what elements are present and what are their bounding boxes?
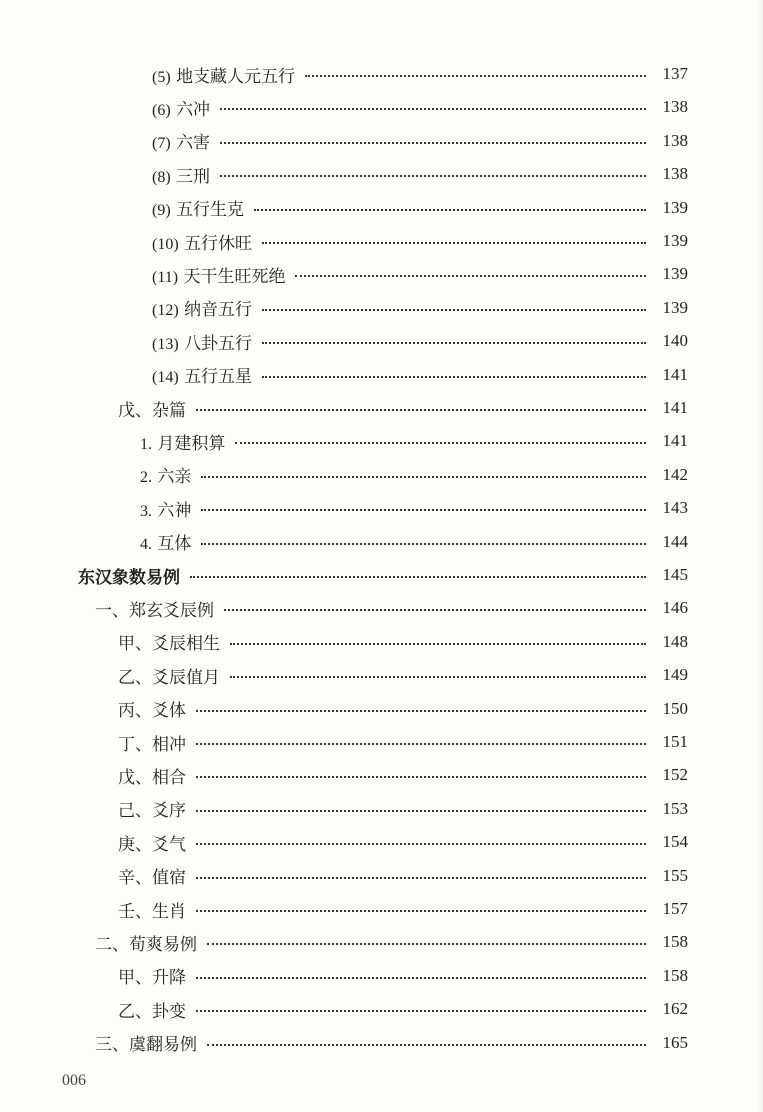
toc-entry-page: 157 (662, 899, 688, 918)
toc-entry-page: 148 (662, 631, 688, 651)
toc-entry (118, 660, 688, 690)
toc-entry-number: 1. (140, 435, 152, 453)
dot-leader (196, 910, 646, 912)
toc-entry-page: 140 (662, 331, 688, 351)
toc-entry-label: 五行生克 (176, 200, 245, 221)
toc-entry (152, 193, 688, 223)
toc-entry-page: 153 (662, 798, 688, 818)
toc-entry (118, 827, 688, 857)
toc-entry (152, 226, 688, 256)
toc-entry-page: 139 (662, 297, 688, 317)
dot-leader (305, 75, 646, 77)
dot-leader (207, 943, 646, 945)
dot-leader (262, 242, 646, 244)
toc-entry-page: 162 (662, 999, 688, 1019)
toc-entry-label: 甲、爻辰相生 (118, 634, 220, 655)
toc-entry-title (140, 529, 191, 554)
toc-entry (152, 293, 688, 323)
toc-entry-label: 一、郑玄爻辰例 (95, 600, 214, 621)
dot-leader (201, 543, 646, 545)
toc-entry-number: 2. (140, 469, 152, 487)
toc-entry-title (152, 262, 285, 287)
toc-entry-title (140, 496, 191, 521)
toc-entry (95, 1028, 688, 1058)
toc-entry-number: 4. (140, 536, 152, 554)
toc-entry-label: 五行五星 (184, 367, 253, 388)
toc-entry-label: 月建积算 (157, 433, 226, 454)
dot-leader (262, 376, 646, 378)
toc-entry-page: 158 (662, 932, 688, 952)
dot-leader (201, 476, 646, 478)
toc-entry-title (152, 362, 252, 387)
dot-leader (196, 776, 646, 778)
dot-leader (254, 209, 646, 211)
toc-entry-label: 己、爻序 (118, 801, 186, 822)
toc-entry-page: 139 (662, 231, 688, 250)
toc-entry (140, 493, 688, 523)
dot-leader (196, 743, 646, 745)
dot-leader (262, 309, 646, 311)
toc-entry-page: 155 (662, 865, 688, 885)
toc-entry-title (118, 963, 186, 988)
toc-entry-label: 庚、爻气 (118, 834, 186, 855)
toc-entry-title (118, 629, 220, 654)
toc-entry (152, 360, 688, 390)
toc-entry-page: 152 (662, 765, 688, 785)
toc-entry-title (118, 763, 186, 788)
toc-entry-label: 戊、杂篇 (118, 400, 186, 421)
toc-entry-title (118, 997, 186, 1022)
toc-entry (152, 326, 688, 356)
toc-entry-title (95, 596, 214, 621)
toc-entry-title (140, 429, 225, 454)
toc-entry-label: 地支藏人元五行 (176, 66, 296, 87)
toc-entry-label: 六害 (176, 133, 211, 154)
dot-leader (230, 643, 646, 645)
toc-entry-label: 五行休旺 (184, 233, 253, 254)
toc-entry (118, 894, 688, 924)
toc-entry (152, 59, 688, 89)
toc-entry-label: 纳音五行 (184, 300, 253, 321)
toc-entry-title (78, 563, 180, 588)
toc-entry-title (118, 396, 186, 421)
toc-entry (118, 760, 688, 790)
toc-entry-page: 144 (662, 531, 688, 551)
dot-leader (220, 175, 646, 177)
dot-leader (196, 409, 646, 411)
toc-entry-number: (5) (152, 68, 171, 86)
toc-entry-page: 137 (662, 64, 688, 83)
toc-entry-page: 141 (662, 398, 688, 417)
toc-entry-title (118, 863, 186, 888)
toc-entry-page: 145 (662, 565, 688, 584)
toc-entry-label: 互体 (157, 534, 192, 555)
toc-entry-number: (12) (152, 302, 179, 320)
toc-entry-title (152, 95, 210, 120)
dot-leader (196, 977, 646, 979)
toc-entry-title (118, 663, 220, 688)
toc-entry-label: 六神 (157, 500, 192, 521)
toc-entry-number: (6) (152, 101, 171, 119)
toc-entry-label: 甲、升降 (118, 968, 186, 989)
toc-entry (118, 393, 688, 423)
toc-entry-label: 天干生旺死绝 (183, 266, 286, 287)
toc-entry-label: 三刑 (176, 166, 211, 187)
toc-entry-page: 146 (662, 598, 688, 618)
toc-entry-page: 141 (662, 364, 688, 384)
toc-entry (95, 927, 688, 957)
dot-leader (224, 609, 646, 611)
toc-entry-title (118, 830, 186, 855)
dot-leader (190, 576, 646, 578)
dot-leader (262, 342, 646, 344)
dot-leader (196, 843, 646, 845)
toc-entry-page: 149 (662, 665, 688, 685)
toc-entry (152, 159, 688, 189)
dot-leader (196, 877, 646, 879)
dot-leader (196, 710, 646, 712)
toc-entry-title (152, 62, 295, 87)
toc-entry-number: (14) (152, 369, 179, 387)
toc-entry-number: 3. (140, 502, 152, 520)
toc-entry (78, 560, 688, 590)
toc-entry-number: (13) (152, 335, 179, 353)
toc-entry-title (118, 897, 186, 922)
toc-entry-title (152, 195, 244, 220)
toc-entry (118, 627, 688, 657)
toc-entry-page: 139 (662, 264, 688, 284)
toc-entry-page: 154 (662, 832, 688, 852)
toc-entry-page: 143 (662, 498, 688, 518)
page-edge-shadow (757, 0, 763, 1112)
toc-entry (140, 426, 688, 456)
toc-entry-number: (11) (152, 268, 179, 286)
toc-entry-title (152, 295, 252, 320)
toc-entry-page: 150 (662, 698, 688, 718)
toc-entry (152, 126, 688, 156)
toc-entry (118, 994, 688, 1024)
toc-entry-page: 158 (662, 965, 688, 985)
toc-entry-title (152, 128, 210, 153)
dot-leader (207, 1044, 646, 1046)
toc-entry (118, 727, 688, 757)
dot-leader (235, 442, 646, 444)
toc-entry-title (118, 696, 186, 721)
toc-entry-label: 六冲 (176, 99, 211, 120)
page-folio: 006 (62, 1072, 86, 1089)
toc-entry-label: 戊、相合 (118, 767, 186, 788)
toc-entry-label: 乙、卦变 (118, 1001, 186, 1022)
toc-entry-label: 二、荀爽易例 (95, 934, 197, 955)
dot-leader (220, 108, 646, 110)
toc-entry-title (140, 462, 191, 487)
toc-entry-page: 138 (662, 130, 688, 150)
dot-leader (220, 142, 646, 144)
toc-entry (152, 259, 688, 289)
toc-entry-number: (8) (152, 168, 171, 186)
toc-entry-title (152, 329, 252, 354)
toc-entry-label: 六亲 (157, 467, 192, 488)
dot-leader (196, 1010, 646, 1012)
toc-entry (152, 92, 688, 122)
toc-entry (118, 961, 688, 991)
dot-leader (295, 275, 646, 277)
toc-entry-number: (7) (152, 135, 171, 153)
toc-entry-page: 165 (662, 1032, 688, 1052)
toc-entry-title (152, 229, 252, 254)
toc-entry-label: 三、虞翻易例 (95, 1035, 197, 1056)
dot-leader (201, 509, 646, 511)
toc-entry (118, 794, 688, 824)
toc-entry-number: (9) (152, 202, 171, 220)
toc-entry (118, 861, 688, 891)
toc-entry-label: 辛、值宿 (118, 868, 186, 889)
toc-entry-page: 151 (662, 732, 688, 751)
toc-entry-page: 142 (662, 464, 688, 484)
toc-entry-title (152, 162, 210, 187)
toc-entry (118, 694, 688, 724)
toc-entry-label: 乙、爻辰值月 (118, 667, 220, 688)
toc-entry-label: 丁、相冲 (118, 734, 186, 755)
toc-entry-title (118, 730, 186, 755)
toc-entry (140, 527, 688, 557)
toc-entry-page: 141 (662, 431, 688, 451)
toc-entry-title (118, 796, 186, 821)
toc-entry-number: (10) (152, 235, 179, 253)
toc-entry-label: 东汉象数易例 (78, 567, 180, 588)
toc-entry-page: 139 (662, 197, 688, 217)
toc-entry-label: 丙、爻体 (118, 701, 186, 722)
toc-entry-label: 壬、生肖 (118, 901, 186, 922)
dot-leader (230, 676, 646, 678)
toc-entry-label: 八卦五行 (184, 333, 253, 354)
dot-leader (196, 810, 646, 812)
toc-entry (140, 460, 688, 490)
toc-entry-title (95, 1030, 197, 1055)
toc-entry-title (95, 930, 197, 955)
toc-entry-page: 138 (662, 164, 688, 184)
toc-entry (95, 593, 688, 623)
toc-entry-page: 138 (662, 97, 688, 117)
